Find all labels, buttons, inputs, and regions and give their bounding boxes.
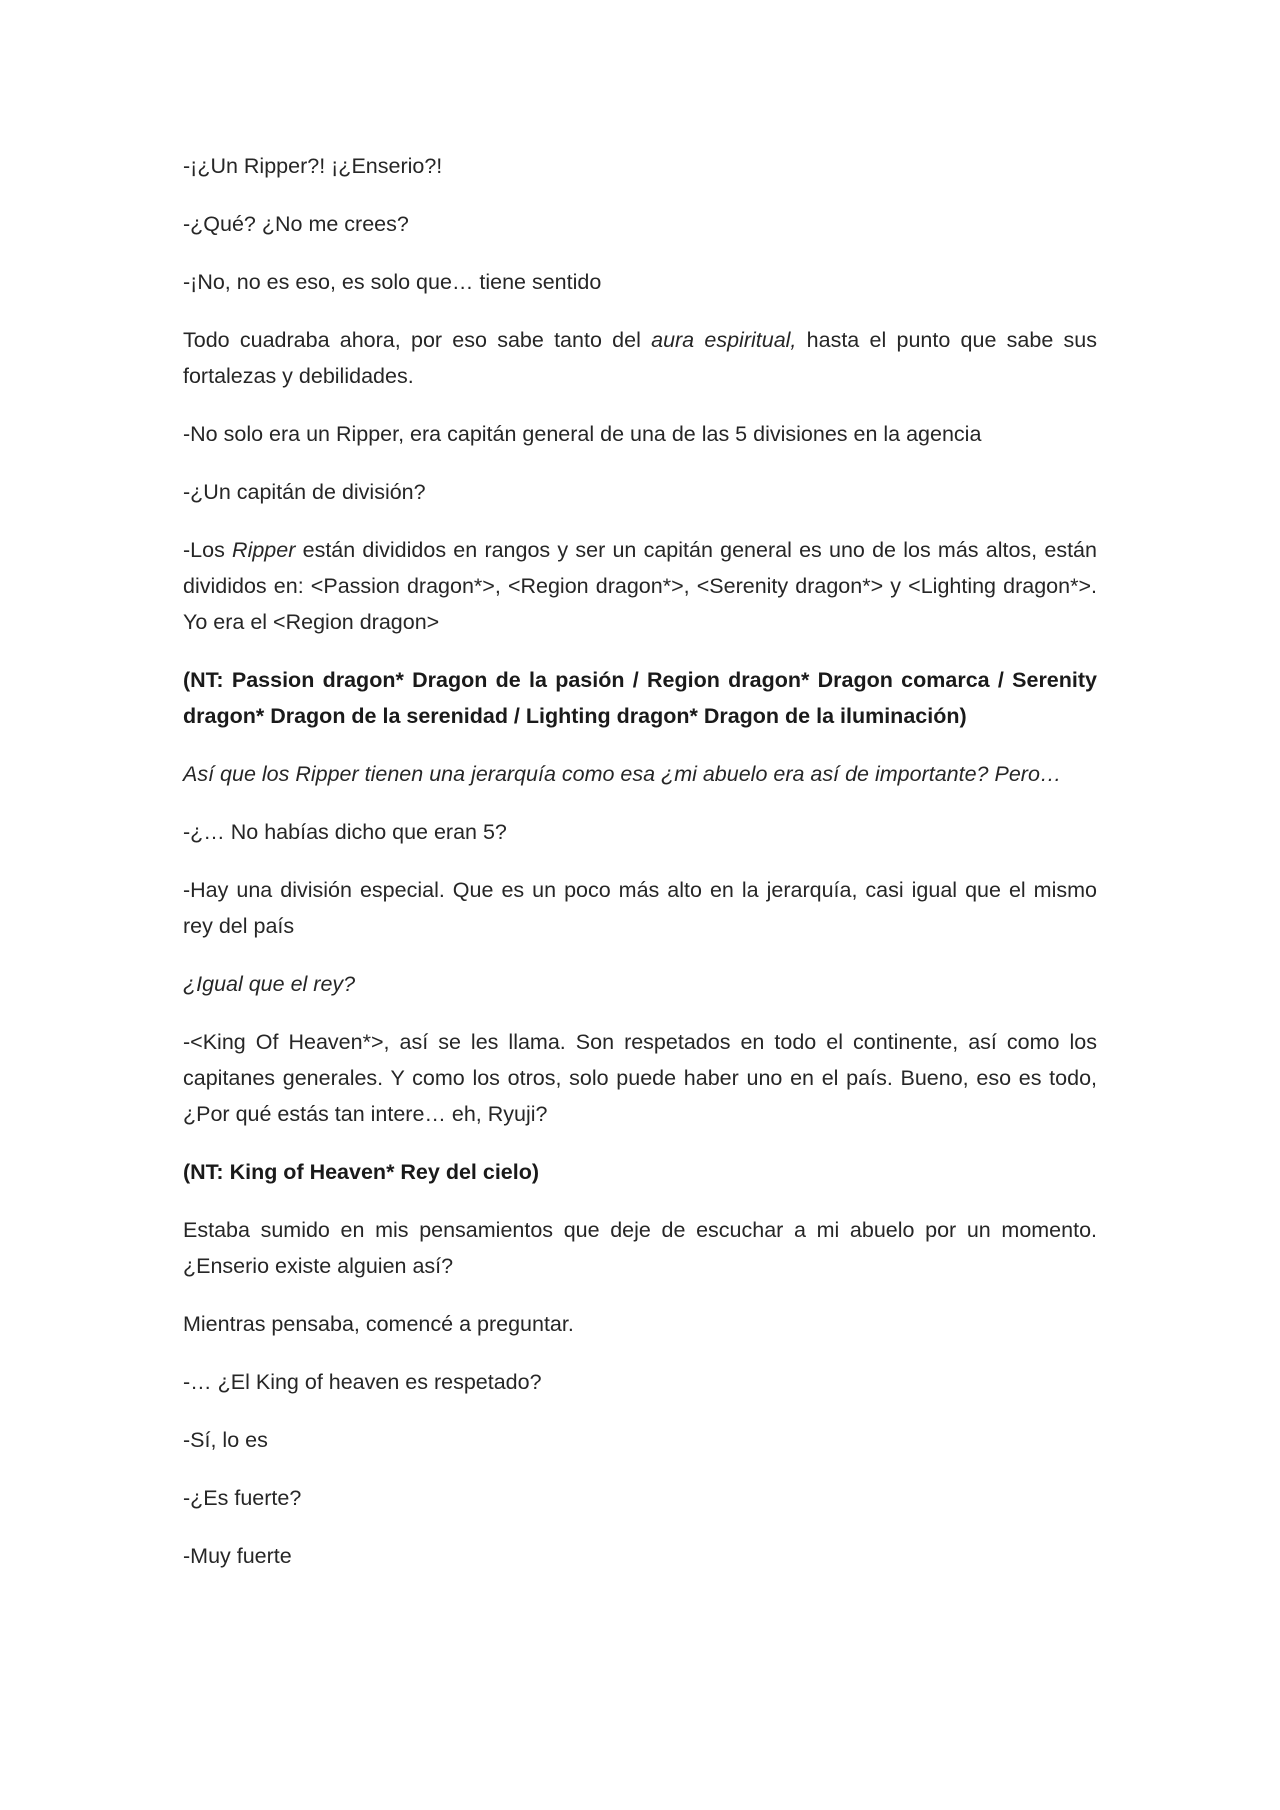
paragraph-10: -¿… No habías dicho que eran 5? [183,820,507,844]
paragraph-7-italic: Ripper [232,538,296,562]
paragraph-5: -No solo era un Ripper, era capitán general de una de las 5 divisiones en la agencia [183,422,982,446]
paragraph-7 [183,532,1097,640]
paragraph-12-thought: ¿Igual que el rey? [183,972,356,996]
paragraph-2: -¿Qué? ¿No me crees? [183,212,409,236]
paragraph-7-text-a: -Los [183,538,233,562]
translator-note-2: (NT: King of Heaven* Rey del cielo) [183,1160,540,1184]
paragraph-18: -Sí, lo es [183,1428,268,1452]
paragraph-9-thought: Así que los Ripper tienen una jerarquía como esa ¿mi abuelo era así de importante? Pero… [183,762,1062,786]
paragraph-15: Estaba sumido en mis pensamientos que deje de escuchar a mi abuelo por un momento. ¿Enserio existe alguien así? [183,1218,1097,1278]
document-body [183,148,1097,1596]
paragraph-4 [183,322,1097,394]
paragraph-19: -¿Es fuerte? [183,1486,302,1510]
paragraph-4-text-a: Todo cuadraba ahora, por eso sabe tanto del [183,328,652,352]
paragraph-1: -¡¿Un Ripper?! ¡¿Enserio?! [183,154,443,178]
paragraph-4-text-b: hasta el punto que sabe sus fortalezas y debilidades. [183,328,1097,388]
paragraph-7-text-b: están divididos en rangos y ser un capitán general es uno de los más altos, están divididos en: <Passion dragon*>, <Region dragon*>, <Serenity dragon*> y <Lighting dragon*>. Yo era el <Region dragon> [183,538,1097,634]
paragraph-13: -<King Of Heaven*>, así se les llama. Son respetados en todo el continente, así como los capitanes generales. Y como los otros, solo puede haber uno en el país. Bueno, eso es todo, ¿Por qué estás tan intere… eh, Ryuji? [183,1030,1097,1126]
translator-note-1: (NT: Passion dragon* Dragon de la pasión / Region dragon* Dragon comarca / Serenity dragon* Dragon de la serenidad / Lighting dragon* Dragon de la iluminación) [183,668,1097,728]
paragraph-6: -¿Un capitán de división? [183,480,426,504]
paragraph-17: -… ¿El King of heaven es respetado? [183,1370,542,1394]
paragraph-16: Mientras pensaba, comencé a preguntar. [183,1312,574,1336]
paragraph-11: -Hay una división especial. Que es un poco más alto en la jerarquía, casi igual que el mismo rey del país [183,878,1097,938]
paragraph-3: -¡No, no es eso, es solo que… tiene sentido [183,270,602,294]
paragraph-20: -Muy fuerte [183,1544,292,1568]
paragraph-4-italic: aura espiritual, [651,328,797,352]
